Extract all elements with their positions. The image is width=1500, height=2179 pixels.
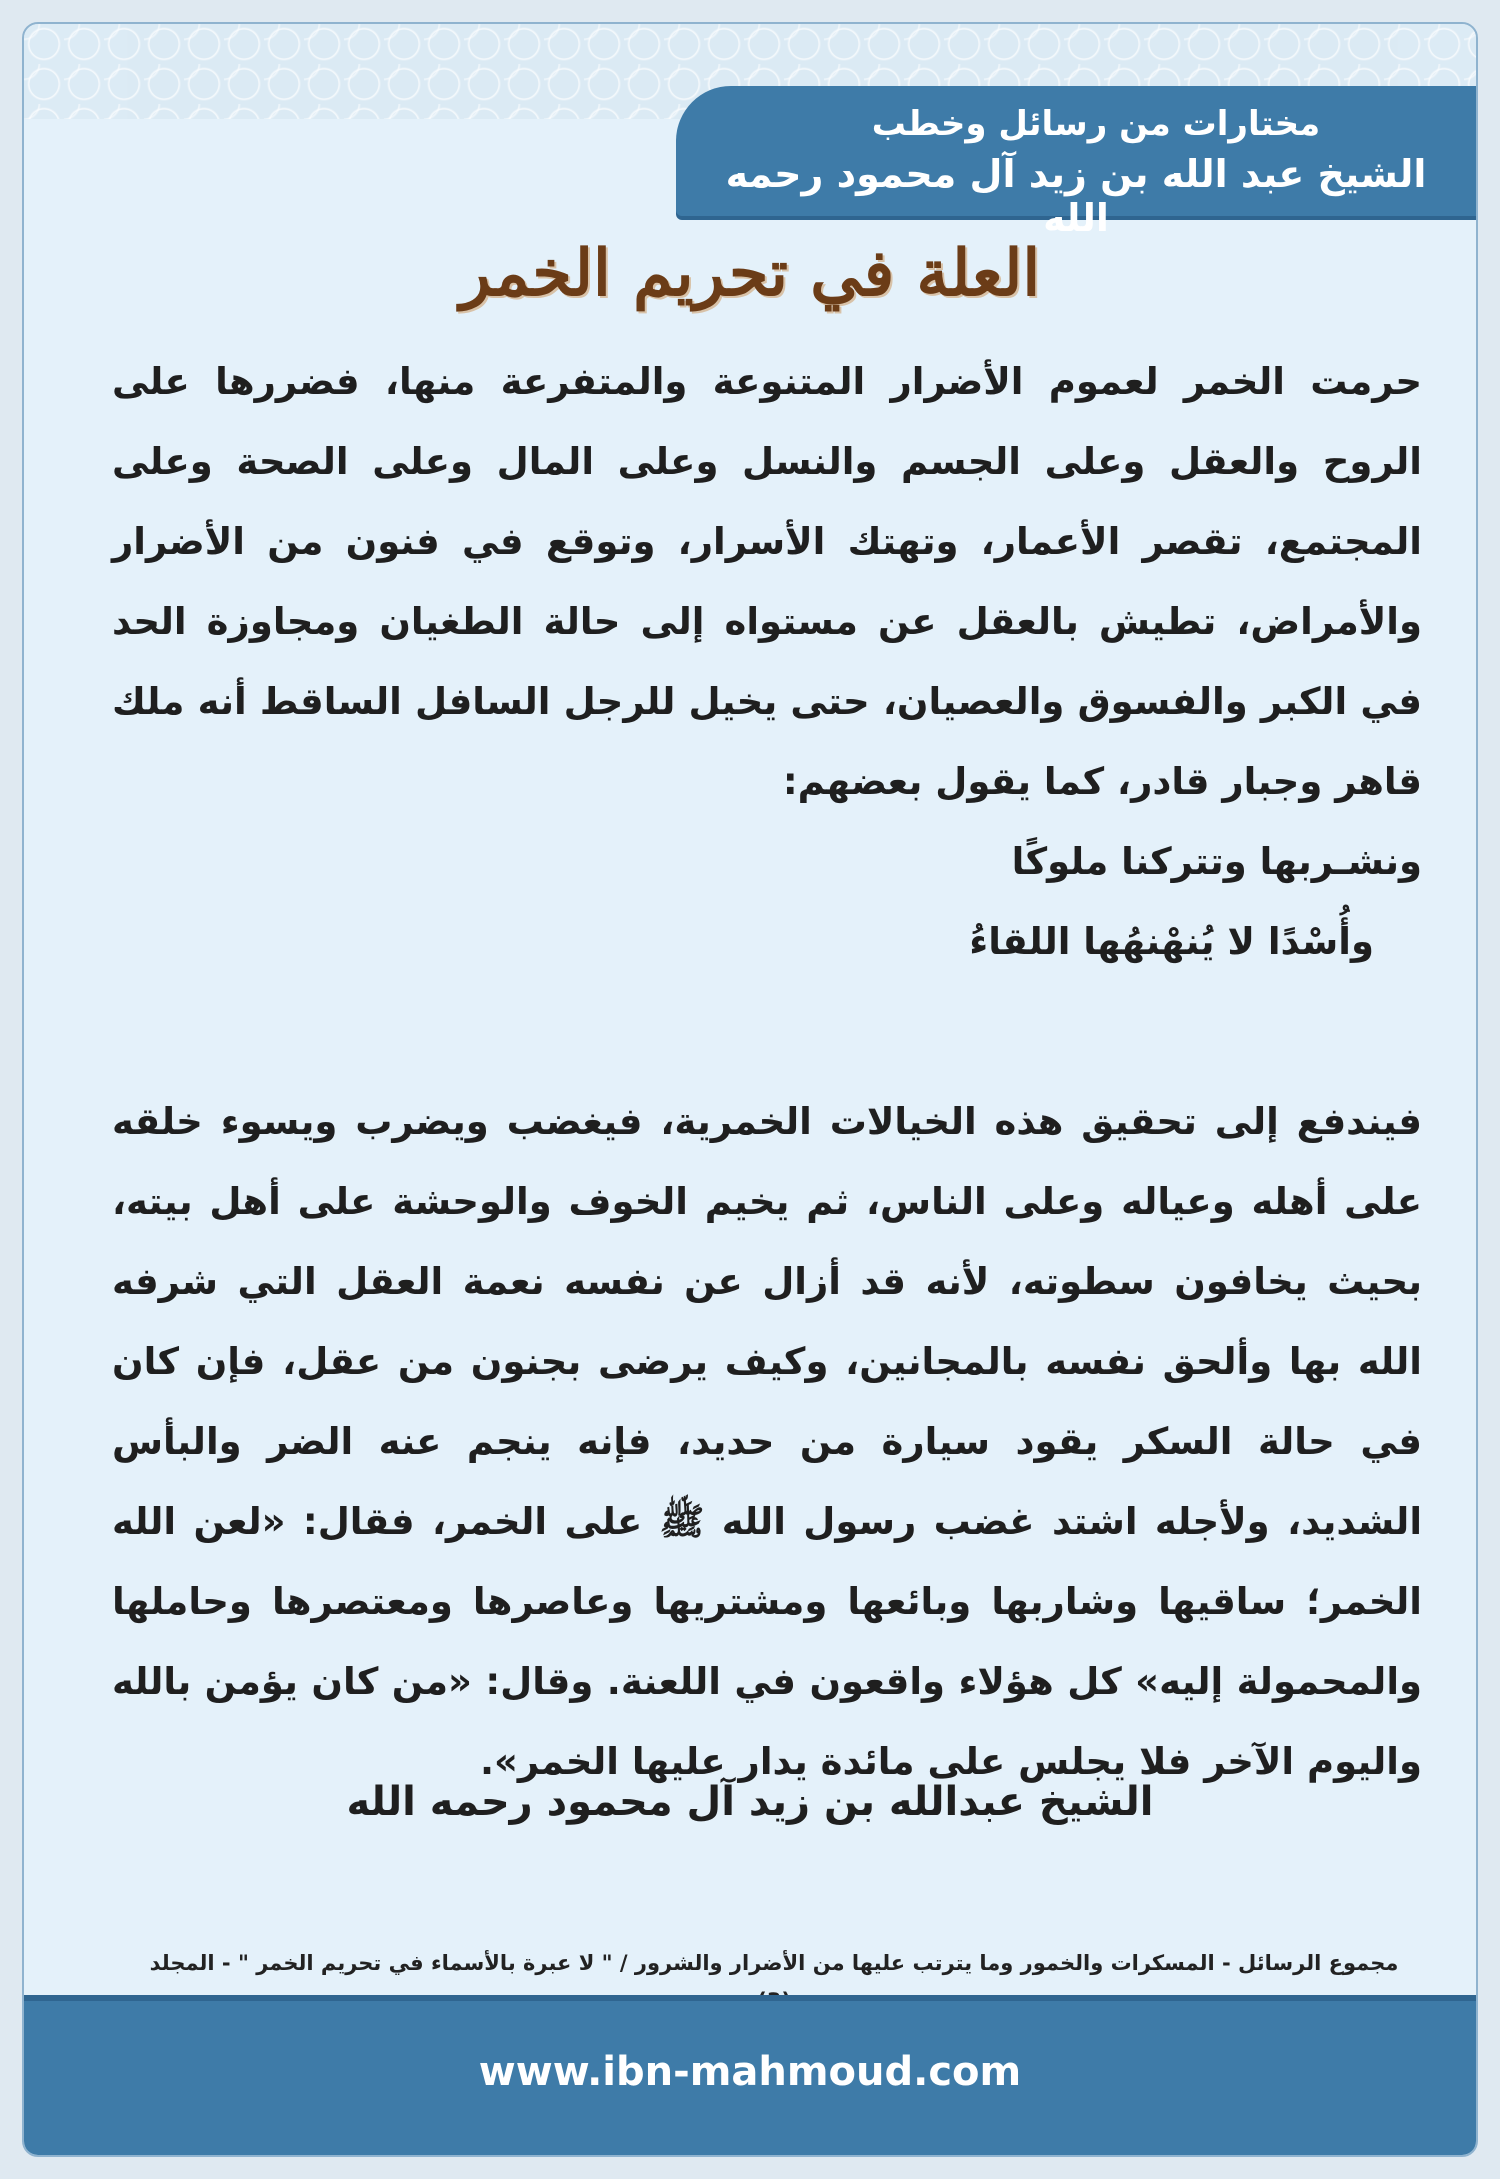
author-signature: الشيخ عبدالله بن زيد آل محمود رحمه الله: [346, 1779, 1154, 1825]
header-subtitle: مختارات من رسائل وخطب: [871, 104, 1321, 144]
header-banner: [676, 86, 1476, 240]
verse-line-1: ونشـربها وتتركنا ملوكًا: [1011, 840, 1422, 883]
paragraph-1: حرمت الخمر لعموم الأضرار المتنوعة والمتفرعة منها، فضررها على الروح والعقل وعلى الجسم والنسل وعلى المال وعلى الصحة وعلى المجتمع، تقصر الأعمار، وتهتك الأسرار، وتوقع في فنون من الأضرار والأمراض، تطيش بالعقل عن مستواه إلى حالة الطغيان ومجاوزة الحد في الكبر والفسوق والعصيان، حتى يخيل للرجل السافل الساقط أنه ملك قاهر وجبار قادر، كما يقول بعضهم:: [112, 360, 1422, 803]
verse-line-2: وأُسْدًا لا يُنهْنهُها اللقاءُ: [969, 920, 1374, 963]
source-line-1: مجموع الرسائل - المسكرات والخمور وما يترتب عليها من الأضرار والشرور / " لا عبرة بالأسماء في تحريم الخمر " - المجلد: [149, 1951, 1399, 1975]
paragraph-spacer: [112, 982, 1422, 1082]
page-frame: [22, 22, 1478, 2157]
footer-bar: [24, 1995, 1476, 2155]
header-author: الشيخ عبد الله بن زيد آل محمود رحمه الله: [725, 152, 1427, 240]
article-body: [112, 342, 1422, 1802]
poem-verse: [112, 822, 1422, 982]
article-title: العلة في تحريم الخمر: [459, 236, 1041, 311]
paragraph-2: فيندفع إلى تحقيق هذه الخيالات الخمرية، فيغضب ويضرب ويسوء خلقه على أهله وعياله وعلى الناس، ثم يخيم الخوف والوحشة على أهل بيته، بحيث يخافون سطوته، لأنه قد أزال عن نفسه نعمة العقل التي شرفه الله بها وألحق نفسه بالمجانين، وكيف يرضى بجنون من عقل، فإن كان في حالة السكر يقود سيارة من حديد، فإنه ينجم عنه الضر والبأس الشديد، ولأجله اشتد غضب رسول الله ﷺ على الخمر، فقال: «لعن الله الخمر؛ ساقيها وشاربها وبائعها ومشتريها وعاصرها ومعتصرها وحاملها والمحمولة إليه» كل هؤلاء واقعون في اللعنة. وقال: «من كان يؤمن بالله واليوم الآخر فلا يجلس على مائدة يدار عليها الخمر».: [112, 1100, 1422, 1783]
website-link[interactable]: www.ibn-mahmoud.com: [478, 2049, 1022, 2095]
